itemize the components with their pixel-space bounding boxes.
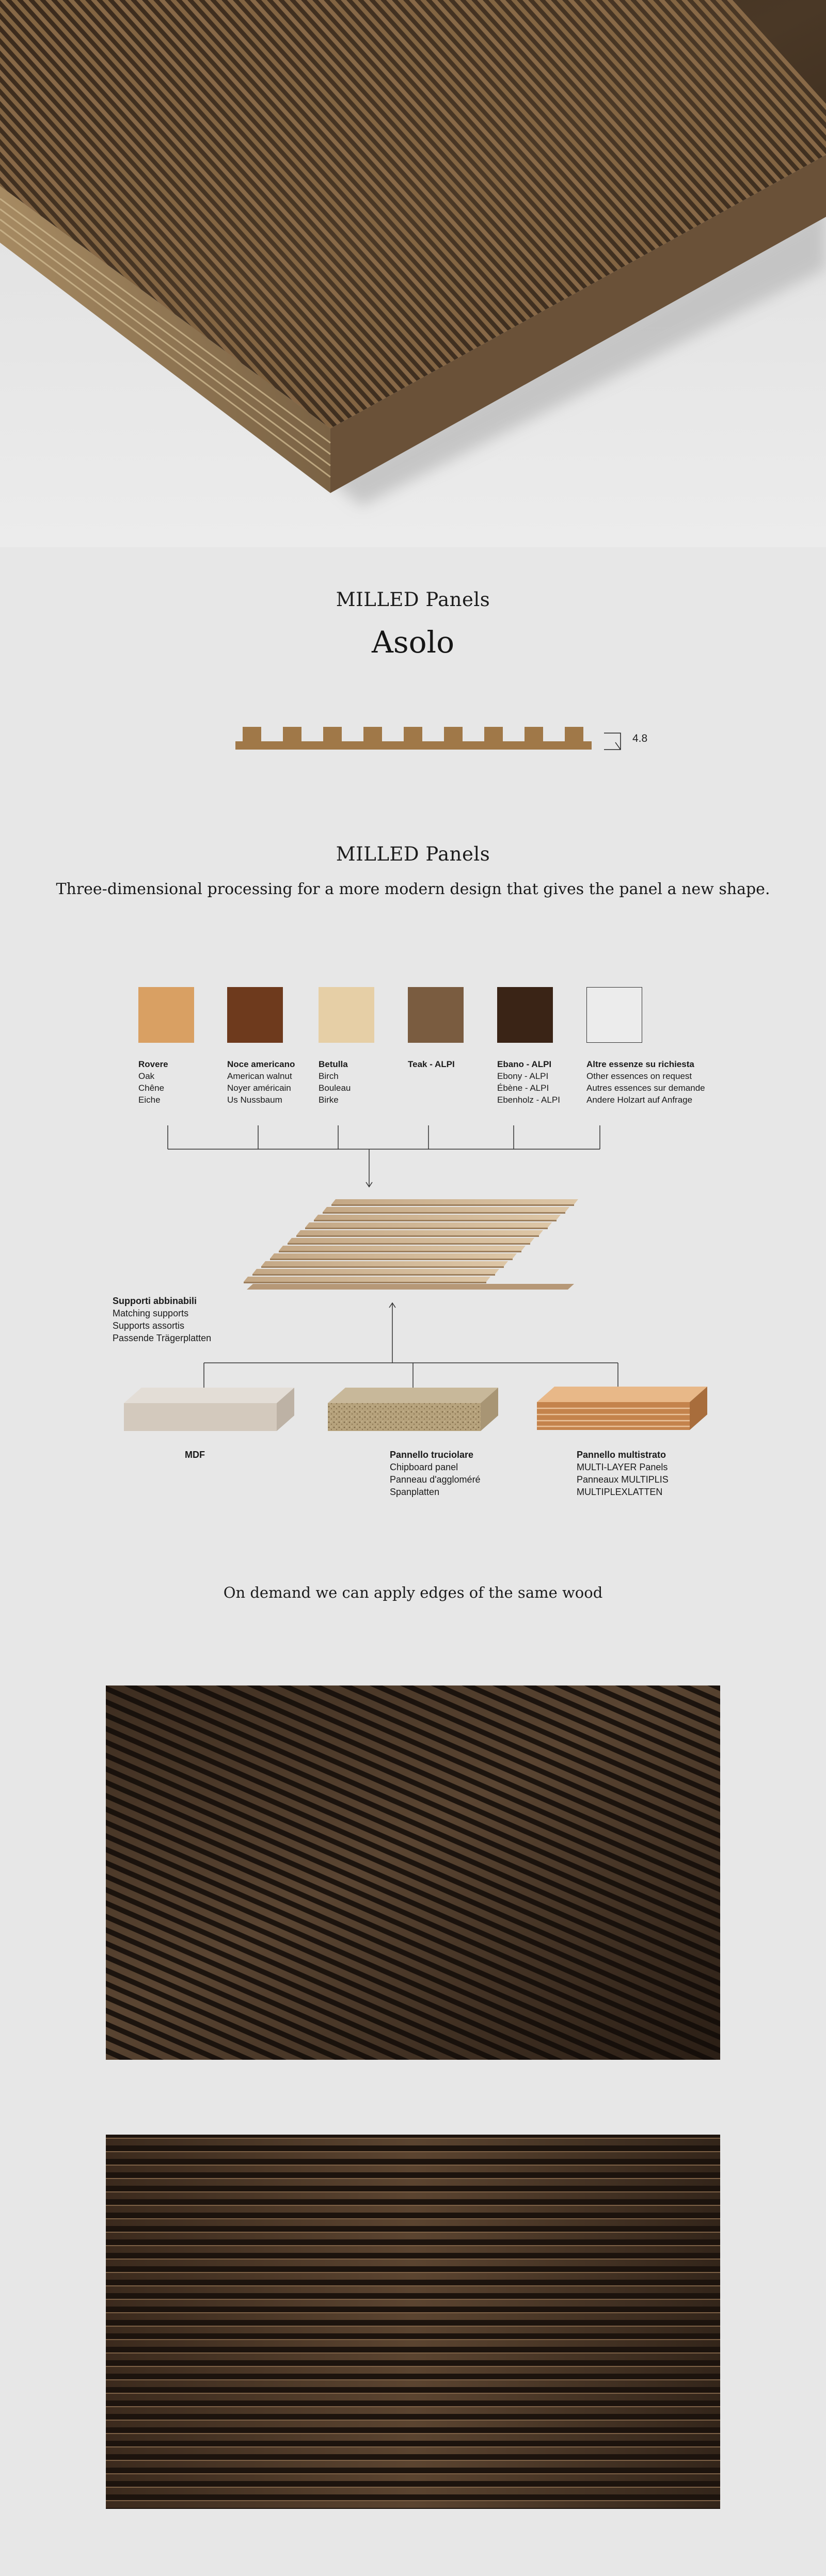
diagonal-slat-panel-photo (106, 1685, 720, 2060)
wood-swatch (138, 987, 194, 1043)
panel-slat (261, 1261, 508, 1266)
product-title: Asolo (371, 625, 455, 660)
panel-slat-edge (305, 1228, 548, 1229)
profile-slat (363, 727, 382, 742)
photo2-slat-highlight (106, 2299, 720, 2300)
supports-line-2: Supports assortis (113, 1321, 185, 1331)
wood-swatch (586, 987, 642, 1043)
photo2-slat-highlight (106, 2245, 720, 2246)
photo2-slat-highlight (106, 2191, 720, 2192)
photo2-slat-highlight (106, 2406, 720, 2407)
panel-slat-edge (331, 1204, 574, 1206)
photo2-slat-highlight (106, 2285, 720, 2286)
connector-lines-bottom (0, 1301, 826, 1389)
photo2-slat (106, 2487, 720, 2494)
photo2-slat (106, 2446, 720, 2454)
photo2-slat (106, 2138, 720, 2145)
wood-label (408, 1058, 496, 1070)
profile-slat (283, 727, 301, 742)
photo2-slat-highlight (106, 2433, 720, 2434)
profile-slat (404, 727, 422, 742)
wood-translation: Birch (319, 1071, 339, 1081)
diagonal-slat-photo (106, 1685, 720, 2060)
photo2-slat-highlight (106, 2165, 720, 2166)
photo2-slat (106, 2366, 720, 2374)
photo2-slat-highlight (106, 2420, 720, 2421)
photo2-slat-highlight (106, 2393, 720, 2394)
photo2-slat (106, 2285, 720, 2293)
wood-translation: Us Nussbaum (227, 1095, 282, 1105)
wood-translation: Birke (319, 1095, 339, 1105)
board-line: MULTI-LAYER Panels (577, 1462, 668, 1472)
supports-title: Supporti abbinabili (113, 1296, 197, 1306)
photo2-slat (106, 2352, 720, 2360)
wood-translation: Chêne (138, 1083, 165, 1093)
board-name-multilayer: Pannello multistrato (577, 1450, 666, 1460)
photo2-slat (106, 2420, 720, 2427)
wood-translation: Autres essences sur demande (586, 1083, 705, 1093)
panel-slat (244, 1277, 490, 1282)
panel-slat-edge (279, 1251, 521, 1252)
board-name-mdf: MDF (185, 1450, 205, 1460)
profile-slat (444, 727, 463, 742)
photo2-slat (106, 2393, 720, 2400)
photo2-slat (106, 2379, 720, 2387)
wood-translation: Eiche (138, 1095, 161, 1105)
panel-slat (270, 1253, 517, 1259)
photo2-slat-highlight (106, 2352, 720, 2354)
chipboard-board (328, 1385, 503, 1436)
panel-slat-edge (244, 1282, 486, 1283)
section-title: MILLED Panels (336, 843, 490, 865)
connector-lines-top (0, 1125, 826, 1198)
wood-swatch (408, 987, 464, 1043)
wood-label (138, 1058, 226, 1106)
photo2-slat (106, 2178, 720, 2186)
profile-slat (243, 727, 261, 742)
multilayer-board (537, 1384, 712, 1435)
photo2-slat (106, 2299, 720, 2307)
photo2-slat (106, 2339, 720, 2347)
board-label-multilayer (577, 1449, 669, 1498)
panel-slat-edge (314, 1220, 557, 1221)
profile-diagram (232, 723, 661, 759)
wood-translation: Ébène - ALPI (497, 1083, 549, 1093)
photo2-slat-highlight (106, 2232, 720, 2233)
panel-slat (288, 1238, 534, 1243)
photo2-slat-highlight (106, 2379, 720, 2380)
wood-swatch (497, 987, 553, 1043)
panel-slat (331, 1199, 578, 1204)
board-line: MULTIPLEXLATTEN (577, 1487, 663, 1497)
profile-slat (525, 727, 543, 742)
photo2-slat (106, 2272, 720, 2280)
photo2-slat (106, 2460, 720, 2468)
photo2-slat-highlight (106, 2473, 720, 2474)
photo2-slat-highlight (106, 2218, 720, 2219)
profile-base (235, 741, 592, 750)
panel-slat (314, 1215, 561, 1220)
wood-swatch (319, 987, 374, 1043)
edges-note: On demand we can apply edges of the same wood (223, 1584, 603, 1601)
panel-slat (296, 1230, 543, 1235)
wood-name: Teak - ALPI (408, 1059, 455, 1069)
photo2-slat (106, 2312, 720, 2320)
photo2-slat-highlight (106, 2500, 720, 2501)
wood-label (227, 1058, 315, 1106)
panel-slat (305, 1222, 552, 1228)
wood-translation: Oak (138, 1071, 155, 1081)
photo2-slat-highlight (106, 2460, 720, 2461)
supports-line-1: Matching supports (113, 1308, 189, 1318)
dimension-tick (615, 742, 621, 750)
wood-name: Noce americano (227, 1059, 295, 1069)
photo2-slat (106, 2218, 720, 2226)
product-category: MILLED Panels (336, 589, 490, 611)
wood-label (497, 1058, 585, 1106)
profile-section-drawing (232, 723, 661, 759)
photo2-slat-highlight (106, 2446, 720, 2447)
board-line: Spanplatten (390, 1487, 440, 1497)
wood-translation: Ebony - ALPI (497, 1071, 549, 1081)
panel-slat (279, 1246, 526, 1251)
wood-translation: Other essences on request (586, 1071, 692, 1081)
photo2-slat-highlight (106, 2366, 720, 2367)
photo2-slat-highlight (106, 2339, 720, 2340)
photo2-slat-highlight (106, 2178, 720, 2179)
wood-translation: Bouleau (319, 1083, 351, 1093)
board-label-chipboard (390, 1449, 481, 1498)
photo2-slat (106, 2433, 720, 2441)
horizontal-slat-panel-photo (106, 2135, 720, 2509)
photo2-slat (106, 2165, 720, 2172)
wood-translation: American walnut (227, 1071, 292, 1081)
wood-name: Ebano - ALPI (497, 1059, 552, 1069)
wood-translation: Ebenholz - ALPI (497, 1095, 560, 1105)
photo2-slat (106, 2326, 720, 2333)
wood-name: Altre essenze su richiesta (586, 1059, 694, 1069)
horizontal-slat-photo (106, 2135, 720, 2509)
photo2-slat (106, 2191, 720, 2199)
profile-dimension: 4.8 (632, 733, 648, 744)
wood-translation: Noyer américain (227, 1083, 291, 1093)
photo2-slat (106, 2205, 720, 2213)
photo2-slat-highlight (106, 2272, 720, 2273)
panel-slat-edge (252, 1274, 495, 1276)
photo2-slat (106, 2259, 720, 2266)
profile-slat (484, 727, 503, 742)
wood-name: Betulla (319, 1059, 348, 1069)
photo2-slat-highlight (106, 2205, 720, 2206)
photo2-slat (106, 2245, 720, 2253)
wood-translation: Andere Holzart auf Anfrage (586, 1095, 693, 1105)
panel-slat-edge (261, 1266, 504, 1268)
wood-label (586, 1058, 721, 1106)
photo2-slat-highlight (106, 2259, 720, 2260)
panel-slat (323, 1207, 569, 1212)
wood-name: Rovere (138, 1059, 168, 1069)
panel-slat-edge (323, 1212, 565, 1214)
photo2-slat-highlight (106, 2138, 720, 2139)
photo2-slat-highlight (106, 2312, 720, 2313)
panel-slat-edge (270, 1259, 513, 1260)
dimension-bracket (604, 733, 621, 750)
hero-image (0, 0, 826, 547)
supports-line-3: Passende Trägerplatten (113, 1333, 212, 1343)
panel-slat (252, 1269, 499, 1274)
photo2-slat-highlight (106, 2326, 720, 2327)
photo2-slat-highlight (106, 2151, 720, 2152)
milled-panel-illustration (0, 0, 826, 547)
photo2-slat (106, 2232, 720, 2239)
board-label-mdf (185, 1449, 205, 1461)
photo2-slat (106, 2500, 720, 2508)
photo2-slat-highlight (106, 2487, 720, 2488)
profile-slat (323, 727, 342, 742)
photo2-slat (106, 2406, 720, 2414)
section-tagline: Three-dimensional processing for a more modern design that gives the panel a new shape. (56, 880, 770, 898)
slat-panel-illustration (237, 1195, 578, 1293)
panel-slat-edge (296, 1235, 539, 1237)
wood-swatch (227, 987, 283, 1043)
board-line: Panneaux MULTIPLIS (577, 1474, 669, 1485)
photo2-slat (106, 2473, 720, 2481)
board-line: Chipboard panel (390, 1462, 458, 1472)
mdf-board (124, 1385, 299, 1436)
board-name-chipboard: Pannello truciolare (390, 1450, 474, 1460)
photo2-slat (106, 2151, 720, 2159)
panel-slat-edge (288, 1243, 530, 1245)
profile-slat (565, 727, 583, 742)
board-line: Panneau d'aggloméré (390, 1474, 481, 1485)
wood-label (319, 1058, 406, 1106)
